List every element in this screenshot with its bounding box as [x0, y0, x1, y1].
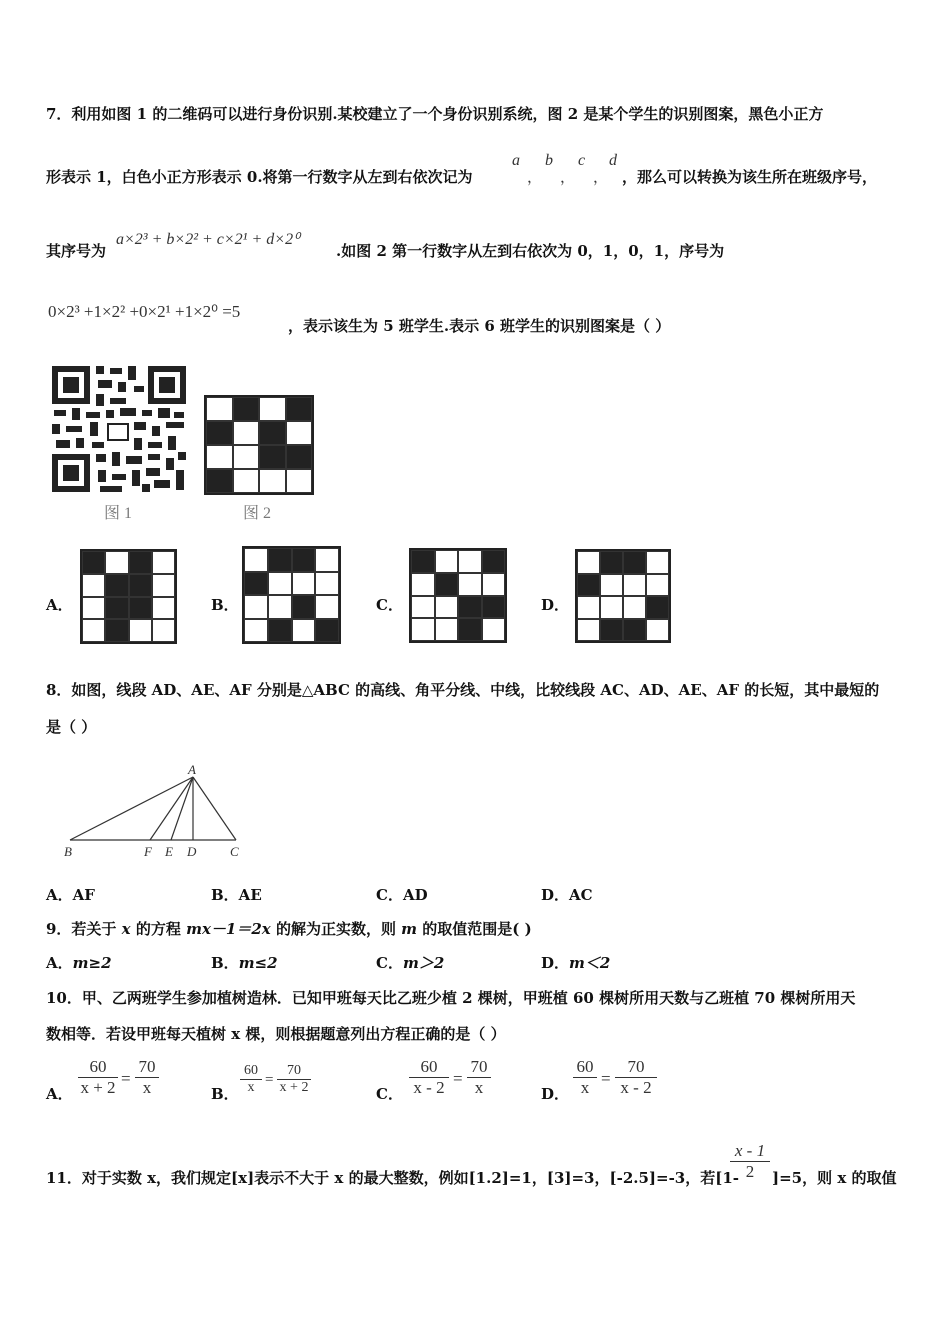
point-b-label: B: [64, 844, 72, 859]
white-square: [458, 550, 482, 573]
q7-option-d-label[interactable]: D．: [541, 596, 570, 614]
white-square: [646, 574, 669, 597]
q10-line1: 10．甲、乙两班学生参加植树造林．已知甲班每天比乙班少植 2 棵树，甲班植 60 棵树所用天数与乙班植 70 棵树所用天: [46, 989, 856, 1007]
white-square: [646, 551, 669, 574]
q7-var-a: a: [512, 152, 520, 169]
black-square: [129, 597, 152, 620]
q7-option-b-label[interactable]: B．: [211, 596, 239, 614]
point-d-label: D: [187, 844, 197, 859]
q8-option-d[interactable]: D．AC: [541, 886, 593, 904]
q10-option-a-label[interactable]: A．: [46, 1085, 73, 1103]
q9-stem: 9．若关于 x 的方程 mx－1＝2x 的解为正实数，则 m 的取值范围是( ): [46, 920, 532, 938]
q7-line3-head: 其序号为: [46, 242, 107, 260]
black-square: [577, 574, 600, 597]
white-square: [286, 469, 313, 493]
white-square: [577, 596, 600, 619]
q10-option-a-eq: =: [121, 1069, 131, 1088]
white-square: [152, 619, 175, 642]
black-square: [129, 551, 152, 574]
black-square: [482, 550, 506, 573]
q8-option-b[interactable]: B．AE: [211, 886, 262, 904]
q10-option-a-frac1[interactable]: 60 x + 2: [78, 1057, 118, 1098]
black-square: [268, 619, 292, 643]
black-square: [286, 397, 313, 421]
q7-line3-tail: .如图 2 第一行数字从左到右依次为 0，1，0，1，序号为: [336, 242, 725, 260]
q10-option-b-frac1[interactable]: 60 x: [240, 1063, 262, 1096]
q11-fraction: x - 1 2: [730, 1141, 770, 1182]
white-square: [259, 469, 286, 493]
black-square: [315, 619, 339, 643]
q10-option-b-label[interactable]: B．: [211, 1085, 239, 1103]
q7-option-a-label[interactable]: A．: [46, 596, 73, 614]
segment-af: [150, 777, 193, 840]
triangle-diagram: [58, 760, 248, 862]
white-square: [600, 574, 623, 597]
q7-option-c-label[interactable]: C．: [376, 596, 403, 614]
q8-option-c[interactable]: C．AD: [376, 886, 428, 904]
black-square: [244, 572, 268, 596]
white-square: [315, 548, 339, 572]
black-square: [206, 469, 233, 493]
white-square: [129, 619, 152, 642]
q10-option-a-frac2[interactable]: 70 x: [135, 1057, 159, 1098]
q10-option-c-label[interactable]: C．: [376, 1085, 403, 1103]
fig2-grid: [204, 395, 314, 495]
black-square: [105, 574, 128, 597]
qr-code-image: [50, 364, 188, 494]
q7-formula-1: a×2³ + b×2² + c×2¹ + d×2⁰: [116, 231, 300, 248]
q7-var-c: c: [578, 152, 586, 169]
white-square: [259, 397, 286, 421]
q7-line2-text: 形表示 1，白色小正方形表示 0.将第一行数字从左到右依次记为: [46, 168, 473, 186]
white-square: [152, 551, 175, 574]
black-square: [623, 551, 646, 574]
white-square: [292, 572, 316, 596]
white-square: [623, 596, 646, 619]
q7-option-d-grid[interactable]: [575, 549, 671, 643]
q7-option-b-grid[interactable]: [242, 546, 341, 644]
white-square: [268, 595, 292, 619]
white-square: [105, 551, 128, 574]
black-square: [268, 548, 292, 572]
q10-option-d-frac2[interactable]: 70 x - 2: [615, 1057, 657, 1098]
white-square: [82, 619, 105, 642]
q7-comma-3: ，: [593, 170, 609, 186]
q7-var-d: d: [609, 152, 617, 169]
q7-comma-2: ，: [560, 170, 576, 186]
q10-line2: 数相等．若设甲班每天植树 x 棵，则根据题意列出方程正确的是（ ）: [46, 1025, 506, 1043]
white-square: [600, 596, 623, 619]
white-square: [268, 572, 292, 596]
point-c-label: C: [230, 844, 239, 859]
fig1-label: 图 1: [104, 505, 133, 522]
white-square: [411, 573, 435, 596]
point-f-label: F: [144, 844, 152, 859]
q10-option-d-label[interactable]: D．: [541, 1085, 570, 1103]
black-square: [286, 445, 313, 469]
black-square: [129, 574, 152, 597]
white-square: [482, 618, 506, 641]
black-square: [82, 551, 105, 574]
q9-option-a[interactable]: A．m≥2: [46, 954, 112, 972]
black-square: [105, 619, 128, 642]
white-square: [577, 551, 600, 574]
black-square: [105, 597, 128, 620]
q7-line4-tail: ，表示该生为 5 班学生.表示 6 班学生的识别图案是（ ）: [288, 317, 671, 335]
black-square: [458, 596, 482, 619]
q7-option-a-grid[interactable]: [80, 549, 177, 644]
q10-option-d-eq: =: [601, 1069, 611, 1088]
white-square: [152, 597, 175, 620]
black-square: [623, 619, 646, 642]
q10-option-c-frac1[interactable]: 60 x - 2: [409, 1057, 449, 1098]
white-square: [233, 469, 260, 493]
white-square: [623, 574, 646, 597]
white-square: [435, 618, 459, 641]
q7-line2-tail: ，那么可以转换为该生所在班级序号，: [622, 168, 878, 186]
point-a-label: A: [188, 762, 196, 777]
black-square: [646, 596, 669, 619]
white-square: [206, 445, 233, 469]
white-square: [244, 619, 268, 643]
q7-var-b: b: [545, 152, 553, 169]
white-square: [233, 421, 260, 445]
white-square: [206, 397, 233, 421]
q10-option-d-frac1[interactable]: 60 x: [573, 1057, 597, 1098]
q9-option-d[interactable]: D．m＜2: [541, 954, 611, 972]
black-square: [292, 548, 316, 572]
white-square: [152, 574, 175, 597]
black-square: [411, 550, 435, 573]
black-square: [600, 619, 623, 642]
point-e-label: E: [165, 844, 173, 859]
white-square: [435, 596, 459, 619]
q7-line1: 7．利用如图 1 的二维码可以进行身份识别.某校建立了一个身份识别系统，图 2 是某个学生的识别图案，黑色小正方: [46, 105, 824, 123]
white-square: [646, 619, 669, 642]
white-square: [577, 619, 600, 642]
white-square: [411, 618, 435, 641]
black-square: [259, 445, 286, 469]
white-square: [458, 573, 482, 596]
white-square: [292, 619, 316, 643]
q10-option-c-eq: =: [453, 1069, 463, 1088]
black-square: [233, 397, 260, 421]
q8-line1: 8．如图，线段 AD、AE、AF 分别是△ABC 的高线、角平分线、中线，比较线段 AC、AD、AE、AF 的长短，其中最短的: [46, 681, 880, 699]
black-square: [292, 595, 316, 619]
white-square: [233, 445, 260, 469]
black-square: [435, 573, 459, 596]
q7-option-c-grid[interactable]: [409, 548, 507, 643]
black-square: [458, 618, 482, 641]
white-square: [82, 597, 105, 620]
q10-option-c-frac2[interactable]: 70 x: [467, 1057, 491, 1098]
q10-option-b-eq: =: [265, 1072, 274, 1088]
segment-ac: [193, 777, 236, 840]
q11-text-post: ]=5，则 x 的取值: [772, 1169, 897, 1187]
q8-option-a[interactable]: A．AF: [46, 886, 95, 904]
black-square: [259, 421, 286, 445]
white-square: [315, 595, 339, 619]
white-square: [244, 595, 268, 619]
q9-option-c[interactable]: C．m＞2: [376, 954, 445, 972]
black-square: [482, 596, 506, 619]
q7-comma-1: ，: [527, 170, 543, 186]
q9-option-b[interactable]: B．m≤2: [211, 954, 278, 972]
q11-text-pre: 11．对于实数 x，我们规定[x]表示不大于 x 的最大整数，例如[1.2]=1，[3]=3，[-2.5]=-3，若[1-: [46, 1169, 740, 1187]
white-square: [82, 574, 105, 597]
white-square: [315, 572, 339, 596]
black-square: [206, 421, 233, 445]
q7-formula-2: 0×2³ +1×2² +0×2¹ +1×2⁰ =5: [48, 302, 241, 321]
white-square: [411, 596, 435, 619]
white-square: [244, 548, 268, 572]
q8-line2: 是（ ）: [46, 718, 97, 736]
fig2-label: 图 2: [243, 505, 272, 522]
q10-option-b-frac2[interactable]: 70 x + 2: [277, 1063, 311, 1096]
white-square: [482, 573, 506, 596]
white-square: [286, 421, 313, 445]
black-square: [600, 551, 623, 574]
white-square: [435, 550, 459, 573]
